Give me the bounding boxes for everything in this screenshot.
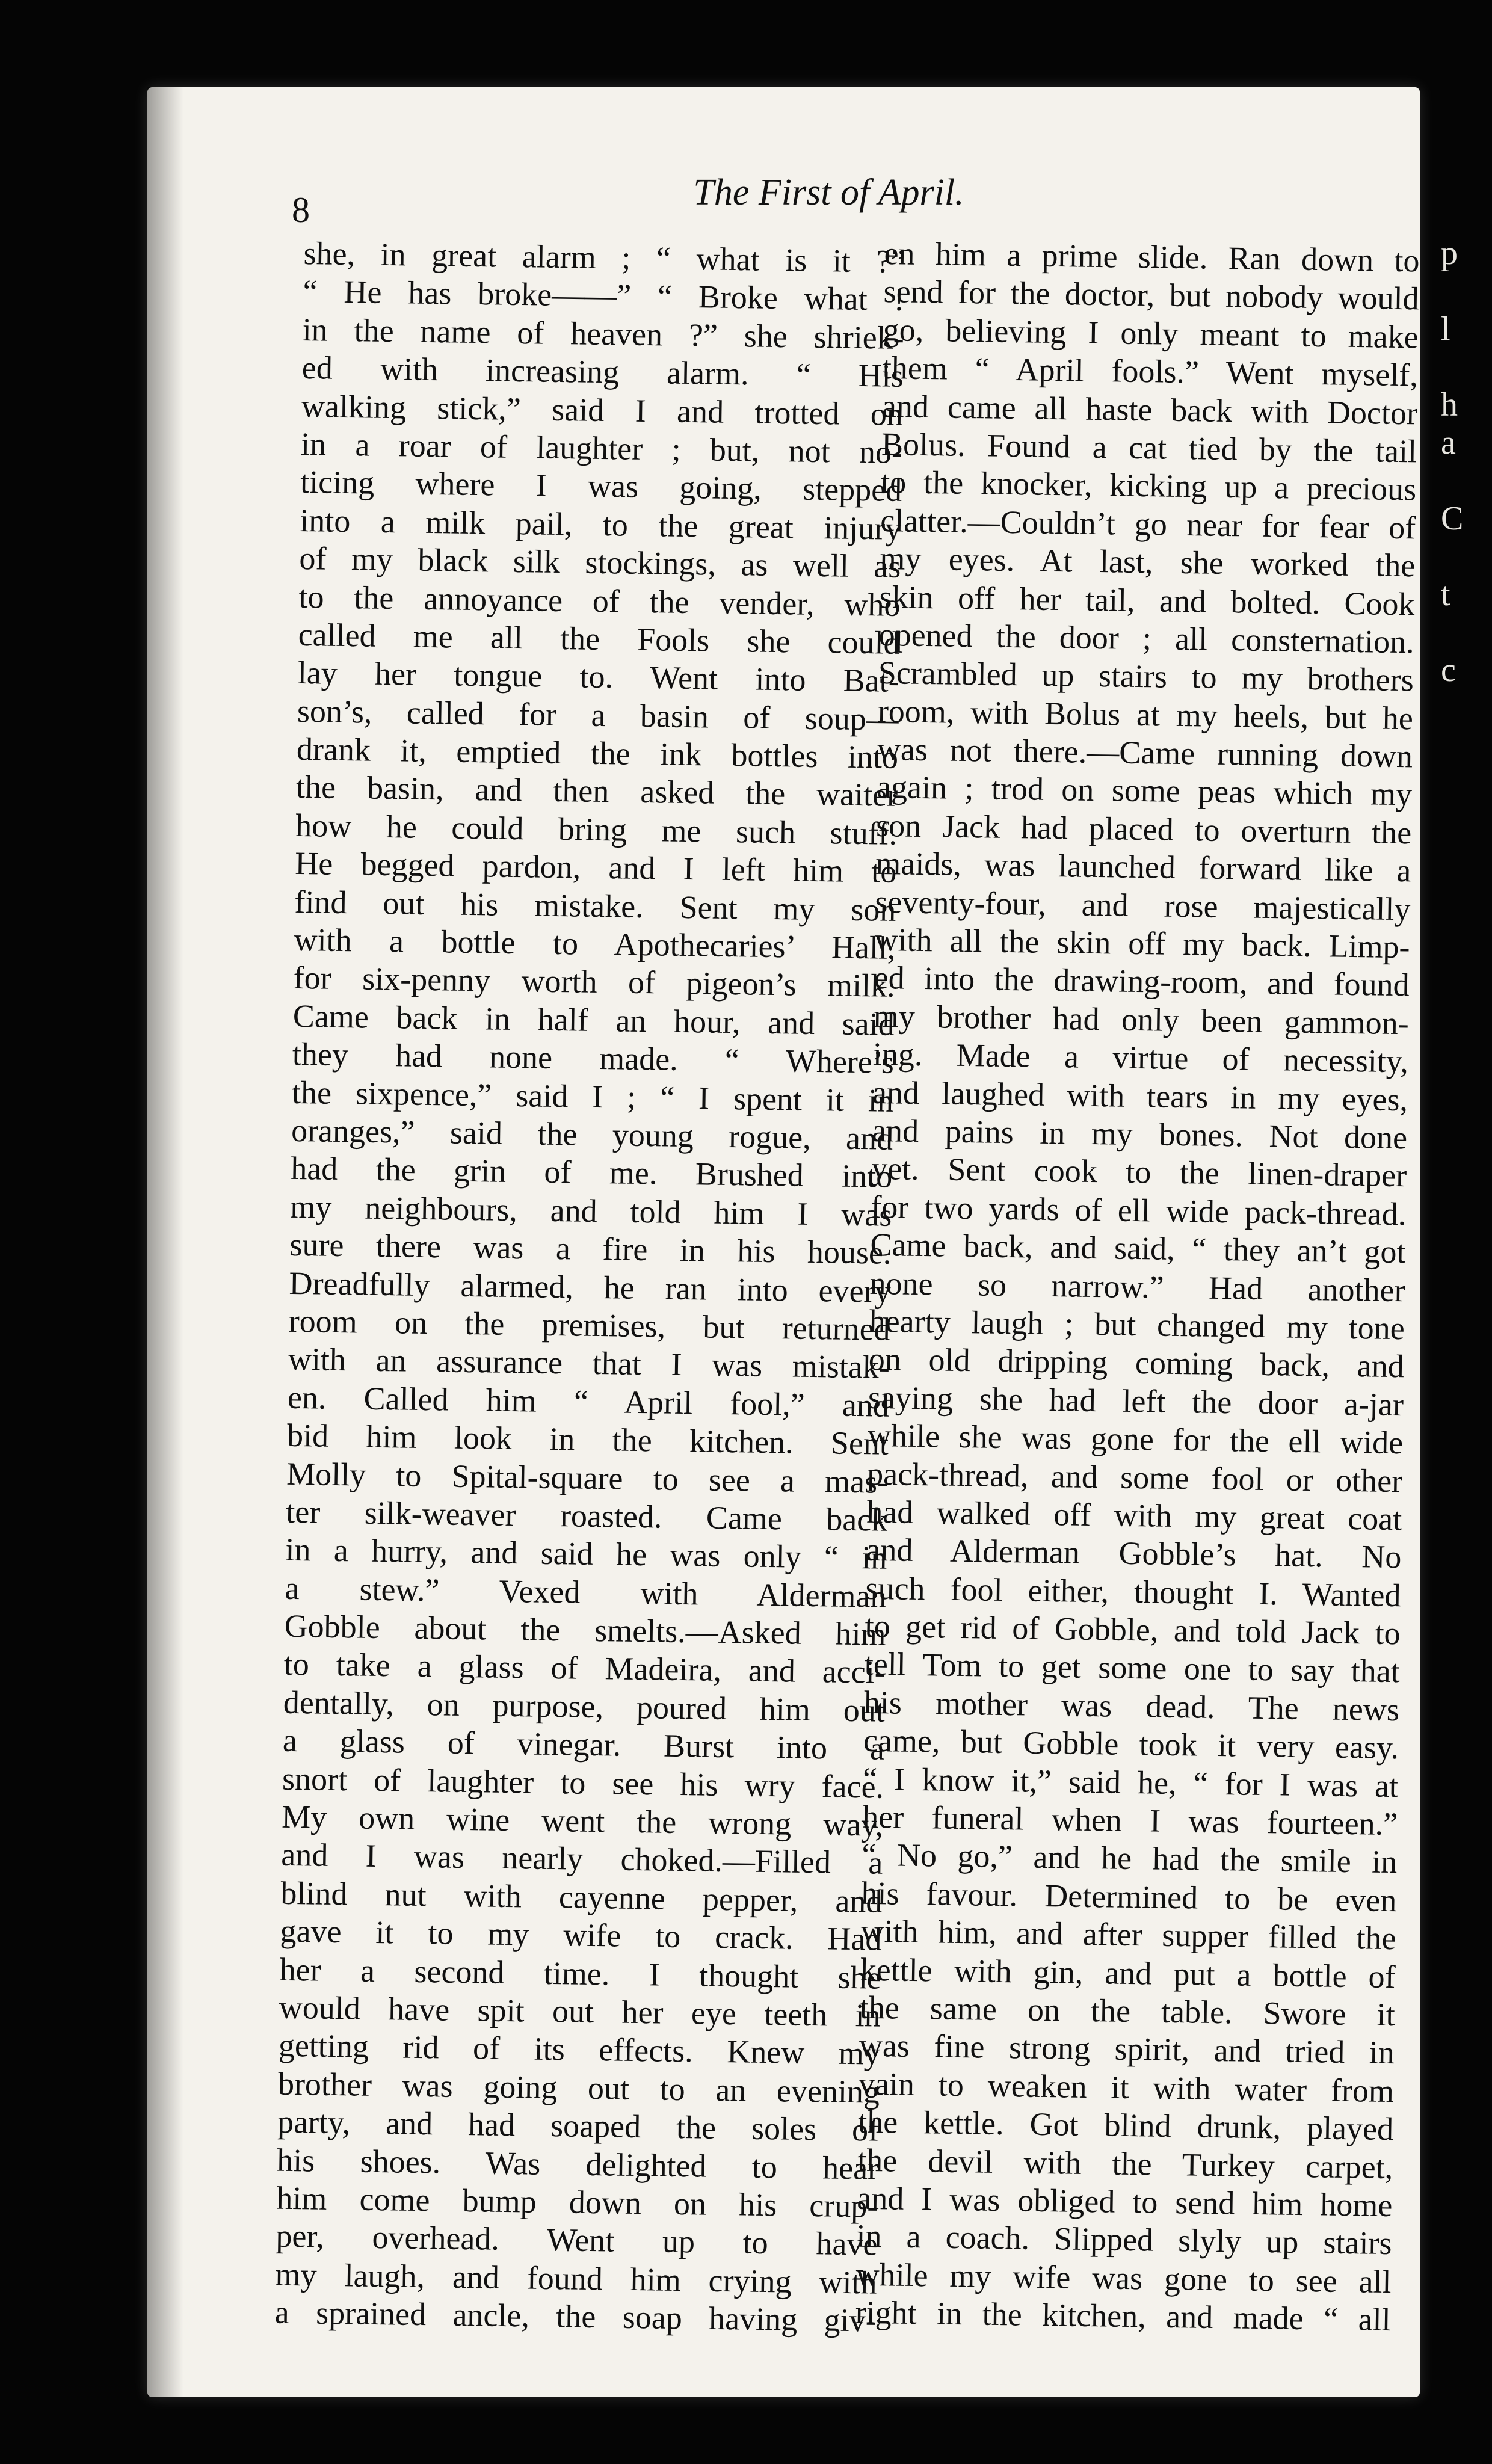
text-line: on old dripping coming back, and xyxy=(868,1341,1405,1385)
text-line: son’s, called for a basin of soup— xyxy=(297,692,899,738)
text-line: room, with Bolus at my heels, but he xyxy=(877,692,1414,737)
bleed-letter: c xyxy=(1441,651,1456,689)
text-line: was fine strong spirit, and tried in xyxy=(859,2027,1395,2071)
text-line: go, believing I only meant to make xyxy=(883,311,1419,356)
text-line: tell Tom to get some one to say that xyxy=(864,1646,1401,1690)
text-line: find out his mistake. Sent my son xyxy=(294,883,896,928)
text-line: his favour. Determined to be even xyxy=(861,1874,1397,1918)
bleed-letter: p xyxy=(1441,235,1458,272)
text-line: to the knocker, kicking up a precious xyxy=(880,464,1417,508)
text-line: opened the door ; all consternation. xyxy=(878,616,1415,661)
text-line: gave it to my wife to crack. Had xyxy=(280,1912,882,1957)
text-line: a stew.” Vexed with Alderman xyxy=(285,1569,887,1615)
text-line: while she was gone for the ell wide xyxy=(867,1417,1404,1461)
bleed-letter: h xyxy=(1441,386,1458,424)
text-line: with an assurance that I was mistak- xyxy=(288,1341,890,1386)
text-line: Scrambled up stairs to my brothers xyxy=(878,654,1414,698)
facing-page-bleed xyxy=(1441,235,1492,1678)
text-line: my eyes. At last, she worked the xyxy=(880,540,1416,584)
text-line: into a milk pail, to the great injury xyxy=(299,502,902,547)
bleed-gap xyxy=(1441,614,1492,651)
text-line: party, and had soaped the soles of xyxy=(277,2103,880,2148)
text-line: My own wine went the wrong way, xyxy=(281,1798,884,1843)
text-line: in a roar of laughter ; but, not no- xyxy=(300,425,903,470)
binding-shadow xyxy=(147,87,183,2397)
text-line: had the grin of me. Brushed into xyxy=(290,1150,893,1195)
text-line: per, overhead. Went up to have xyxy=(276,2217,878,2262)
text-line: had walked off with my great coat xyxy=(866,1493,1402,1538)
running-head: The First of April. xyxy=(693,172,964,213)
text-line: brother was going out to an evening xyxy=(277,2065,880,2110)
text-line: again ; trod on some peas which my xyxy=(876,769,1413,813)
text-line: to take a glass of Madeira, and acci- xyxy=(283,1646,886,1691)
text-line: clatter.—Couldn’t go near for fear of xyxy=(880,502,1416,546)
bleed-gap xyxy=(1441,538,1492,576)
bleed-gap xyxy=(1441,348,1492,386)
text-line: son Jack had placed to overturn the xyxy=(875,807,1412,851)
text-line: sure there was a fire in his house. xyxy=(289,1226,892,1271)
text-line: Molly to Spital-square to see a mas- xyxy=(286,1455,889,1500)
bleed-letter: a xyxy=(1441,424,1456,461)
text-line: Dreadfully alarmed, he ran into every xyxy=(289,1264,891,1310)
text-line: He begged pardon, and I left him to xyxy=(294,845,897,890)
page-number: 8 xyxy=(292,190,310,230)
text-line: Came back, and said, “ they an’t got xyxy=(870,1226,1406,1270)
text-line: came, but Gobble took it very easy. xyxy=(863,1722,1399,1766)
text-line: his shoes. Was delighted to hear xyxy=(276,2142,879,2187)
text-line: walking stick,” said I and trotted on xyxy=(301,387,904,433)
text-line: and pains in my bones. Not done xyxy=(871,1112,1408,1156)
text-line: maids, was launched forward like a xyxy=(875,845,1411,889)
text-line: my neighbours, and told him I was xyxy=(290,1188,892,1233)
text-line: “ I know it,” said he, “ for I was at xyxy=(862,1760,1399,1804)
text-line: in a hurry, and said he was only “ in xyxy=(285,1532,887,1577)
text-line: “ No go,” and he had the smile in xyxy=(861,1837,1398,1880)
text-line: ticing where I was going, stepped xyxy=(300,464,902,509)
text-line: saying she had left the door a-jar xyxy=(868,1379,1404,1423)
text-line: for two yards of ell wide pack-thread. xyxy=(871,1188,1407,1233)
bleed-letter: C xyxy=(1441,500,1464,537)
text-line: and I was nearly choked.—Filled a xyxy=(280,1837,883,1882)
text-line: them “ April fools.” Went myself, xyxy=(882,350,1419,393)
text-line: drank it, emptied the ink bottles into xyxy=(296,730,899,775)
bleed-gap xyxy=(1441,273,1492,310)
text-line: called me all the Fools she could xyxy=(298,616,901,661)
text-line: blind nut with cayenne pepper, and xyxy=(280,1874,883,1920)
text-line: him come bump down on his crup- xyxy=(276,2179,878,2225)
text-line: getting rid of its effects. Knew my xyxy=(278,2027,881,2072)
text-line: ter silk-weaver roasted. Came back xyxy=(285,1493,888,1538)
bleed-gap xyxy=(1441,462,1492,500)
text-line: the basin, and then asked the waiter xyxy=(295,769,898,814)
text-line: the devil with the Turkey carpet, xyxy=(857,2142,1393,2185)
text-line: snort of laughter to see his wry face. xyxy=(282,1760,884,1805)
text-line: room on the premises, but returned xyxy=(288,1302,891,1348)
text-line: in the name of heaven ?” she shriek- xyxy=(302,311,905,356)
text-line: with a bottle to Apothecaries’ Hall, xyxy=(294,921,896,966)
text-line: ed into the drawing-room, and found xyxy=(874,959,1410,1003)
text-line: ing. Made a virtue of necessity, xyxy=(872,1036,1409,1080)
text-line: right in the kitchen, and made “ all xyxy=(855,2294,1392,2338)
text-line: and came all haste back with Doctor xyxy=(881,387,1418,431)
text-line: Gobble about the smelts.—Asked him xyxy=(284,1607,887,1652)
text-line: and I was obliged to send him home xyxy=(857,2179,1393,2224)
right-text-column xyxy=(855,235,1420,2339)
text-line: with him, and after supper filled the xyxy=(860,1912,1396,1957)
text-line: with all the skin off my back. Limp- xyxy=(874,921,1410,966)
text-line: to get rid of Gobble, and told Jack to xyxy=(865,1607,1401,1652)
text-line: would have spit out her eye teeth in xyxy=(279,1989,881,2034)
text-line: yet. Sent cook to the linen-draper xyxy=(871,1150,1407,1194)
text-line: Bolus. Found a cat tied by the tail xyxy=(881,425,1417,470)
bleed-letter: t xyxy=(1441,576,1450,613)
text-line: my brother had only been gammon- xyxy=(873,997,1410,1042)
text-line: “ He has broke——” “ Broke what ! xyxy=(303,273,905,318)
text-line: she, in great alarm ; “ what is it ?” xyxy=(303,235,905,280)
text-line: in a coach. Slipped slyly up stairs xyxy=(856,2217,1392,2262)
left-text-column xyxy=(274,235,905,2340)
text-line: en. Called him “ April fool,” and xyxy=(287,1379,890,1424)
text-line: hearty laugh ; but changed my tone xyxy=(869,1302,1405,1347)
text-line: such fool either, thought I. Wanted xyxy=(865,1569,1401,1613)
text-line: was not there.—Came running down xyxy=(877,730,1413,775)
text-line: dentally, on purpose, poured him out xyxy=(283,1684,886,1729)
text-line: oranges,” said the young rogue, and xyxy=(291,1112,893,1157)
text-line: ed with increasing alarm. “ His xyxy=(301,350,904,395)
text-line: for six-penny worth of pigeon’s milk. xyxy=(293,959,896,1005)
bleed-letter: l xyxy=(1441,310,1450,348)
text-line: to the annoyance of the vender, who xyxy=(298,578,901,623)
text-line: her a second time. I thought she xyxy=(279,1951,882,1996)
text-line: of my black silk stockings, as well as xyxy=(299,540,901,585)
book-page xyxy=(147,87,1420,2397)
text-line: her funeral when I was fourteen.” xyxy=(862,1798,1398,1843)
text-line: Came back in half an hour, and said xyxy=(292,997,895,1043)
text-line: and Alderman Gobble’s hat. No xyxy=(866,1532,1402,1575)
text-line: they had none made. “ Where’s xyxy=(292,1036,895,1081)
text-line: while my wife was gone to see all xyxy=(855,2256,1392,2300)
text-line: my laugh, and found him crying with xyxy=(275,2256,877,2301)
text-line: none so narrow.” Had another xyxy=(869,1264,1406,1308)
text-line: a glass of vinegar. Burst into a xyxy=(282,1722,885,1767)
text-line: vain to weaken it with water from xyxy=(858,2065,1395,2109)
text-line: send for the doctor, but nobody would xyxy=(883,273,1420,317)
text-line: pack-thread, and some fool or other xyxy=(866,1455,1403,1499)
text-line: his mother was dead. The news xyxy=(863,1684,1400,1728)
text-line: the sixpence,” said I ; “ I spent it in xyxy=(291,1074,894,1119)
text-line: the same on the table. Swore it xyxy=(859,1989,1396,2033)
text-line: the kettle. Got blind drunk, played xyxy=(857,2103,1394,2148)
text-line: a sprained ancle, the soap having giv- xyxy=(274,2294,877,2339)
text-line: lay her tongue to. Went into Bat- xyxy=(297,654,900,700)
text-line: how he could bring me such stuff. xyxy=(295,807,898,852)
text-line: seventy-four, and rose majestically xyxy=(875,883,1411,927)
text-line: and laughed with tears in my eyes, xyxy=(872,1074,1408,1118)
text-line: en him a prime slide. Ran down to xyxy=(884,235,1420,279)
text-line: bid him look in the kitchen. Sent xyxy=(286,1417,889,1462)
text-line: kettle with gin, and put a bottle of xyxy=(860,1951,1396,1995)
text-line: skin off her tail, and bolted. Cook xyxy=(879,578,1415,622)
